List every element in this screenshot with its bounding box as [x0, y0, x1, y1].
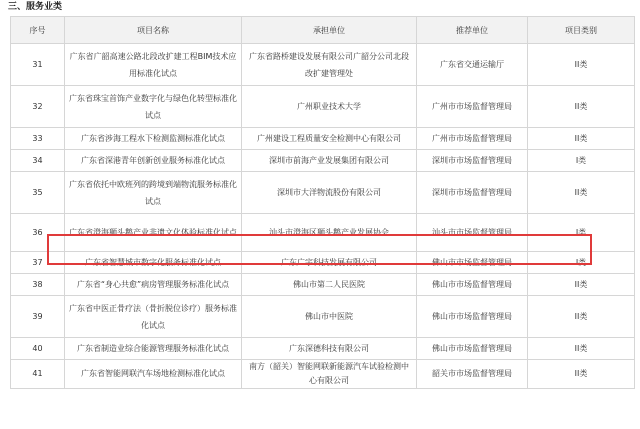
service-pilot-table	[10, 16, 635, 389]
cell-recommender: 韶关市市场监督管理局	[417, 360, 528, 389]
cell-no: 40	[11, 338, 65, 360]
cell-no: 35	[11, 172, 65, 214]
table-row	[11, 86, 635, 128]
cell-org: 广东广宇科技发展有限公司	[242, 252, 417, 274]
header-recommender: 推荐单位	[417, 17, 528, 44]
cell-name: 广东省“身心共愈”病房管理服务标准化试点	[65, 274, 242, 296]
table-row	[11, 128, 635, 150]
cell-no: 41	[11, 360, 65, 389]
table-row	[11, 360, 635, 389]
table-row	[11, 44, 635, 86]
cell-no: 33	[11, 128, 65, 150]
cell-org: 佛山市中医院	[242, 296, 417, 338]
header-org: 承担单位	[242, 17, 417, 44]
table-row-highlighted	[11, 214, 635, 252]
table-row	[11, 274, 635, 296]
header-name: 项目名称	[65, 17, 242, 44]
cell-recommender: 广州市市场监督管理局	[417, 86, 528, 128]
cell-type: II类	[528, 172, 635, 214]
cell-type: II类	[528, 44, 635, 86]
cell-type: II类	[528, 360, 635, 389]
cell-name: 广东省深港青年创新创业服务标准化试点	[65, 150, 242, 172]
table-row	[11, 252, 635, 274]
cell-name: 广东省依托中欧班列的跨境到端物流服务标准化试点	[65, 172, 242, 214]
cell-recommender: 佛山市市场监督管理局	[417, 296, 528, 338]
cell-type: I类	[528, 150, 635, 172]
cell-name: 广东省澄海狮头鹅产业非遗文化体验标准化试点	[65, 214, 242, 252]
cell-recommender: 佛山市市场监督管理局	[417, 274, 528, 296]
cell-no: 32	[11, 86, 65, 128]
cell-name: 广东省智慧城市数字化服务标准化试点	[65, 252, 242, 274]
cell-org: 深圳市大洋物流股份有限公司	[242, 172, 417, 214]
cell-type: I类	[528, 252, 635, 274]
cell-no: 31	[11, 44, 65, 86]
cell-org: 佛山市第二人民医院	[242, 274, 417, 296]
cell-name: 广东省涉海工程水下检测监测标准化试点	[65, 128, 242, 150]
cell-type: II类	[528, 274, 635, 296]
cell-type: II类	[528, 296, 635, 338]
cell-no: 37	[11, 252, 65, 274]
cell-recommender: 深圳市市场监督管理局	[417, 150, 528, 172]
cell-org: 广东省路桥建设发展有限公司广韶分公司北段改扩建管理处	[242, 44, 417, 86]
cell-type: II类	[528, 86, 635, 128]
cell-type: II类	[528, 338, 635, 360]
section-title: 三、服务业类	[8, 2, 63, 12]
cell-org: 深圳市前海产业发展集团有限公司	[242, 150, 417, 172]
cell-org: 广州职业技术大学	[242, 86, 417, 128]
cell-recommender: 深圳市市场监督管理局	[417, 172, 528, 214]
cell-no: 38	[11, 274, 65, 296]
cell-name: 广东省智能网联汽车场地检测标准化试点	[65, 360, 242, 389]
cell-name: 广东省制造业综合能源管理服务标准化试点	[65, 338, 242, 360]
table-row	[11, 296, 635, 338]
cell-org: 汕头市澄海区狮头鹅产业发展协会	[242, 214, 417, 252]
header-no: 序号	[11, 17, 65, 44]
cell-recommender: 佛山市市场监督管理局	[417, 338, 528, 360]
cell-no: 36	[11, 214, 65, 252]
cell-recommender: 汕头市市场监督管理局	[417, 214, 528, 252]
cell-org: 广东深德科技有限公司	[242, 338, 417, 360]
cell-recommender: 广东省交通运输厅	[417, 44, 528, 86]
cell-no: 39	[11, 296, 65, 338]
table-header-row	[11, 17, 635, 44]
cell-name: 广东省珠宝首饰产业数字化与绿色化转型标准化试点	[65, 86, 242, 128]
table-row	[11, 338, 635, 360]
header-type: 项目类别	[528, 17, 635, 44]
cell-type: I类	[528, 214, 635, 252]
cell-name: 广东省中医正骨疗法（骨折脱位诊疗）服务标准化试点	[65, 296, 242, 338]
cell-no: 34	[11, 150, 65, 172]
cell-org: 广州建设工程质量安全检测中心有限公司	[242, 128, 417, 150]
table-row	[11, 172, 635, 214]
cell-recommender: 佛山市市场监督管理局	[417, 252, 528, 274]
cell-name: 广东省广韶高速公路北段改扩建工程BIM技术应用标准化试点	[65, 44, 242, 86]
cell-recommender: 广州市市场监督管理局	[417, 128, 528, 150]
table-row	[11, 150, 635, 172]
cell-type: II类	[528, 128, 635, 150]
cell-org: 南方（韶关）智能网联新能源汽车试验检测中心有限公司	[242, 360, 417, 389]
